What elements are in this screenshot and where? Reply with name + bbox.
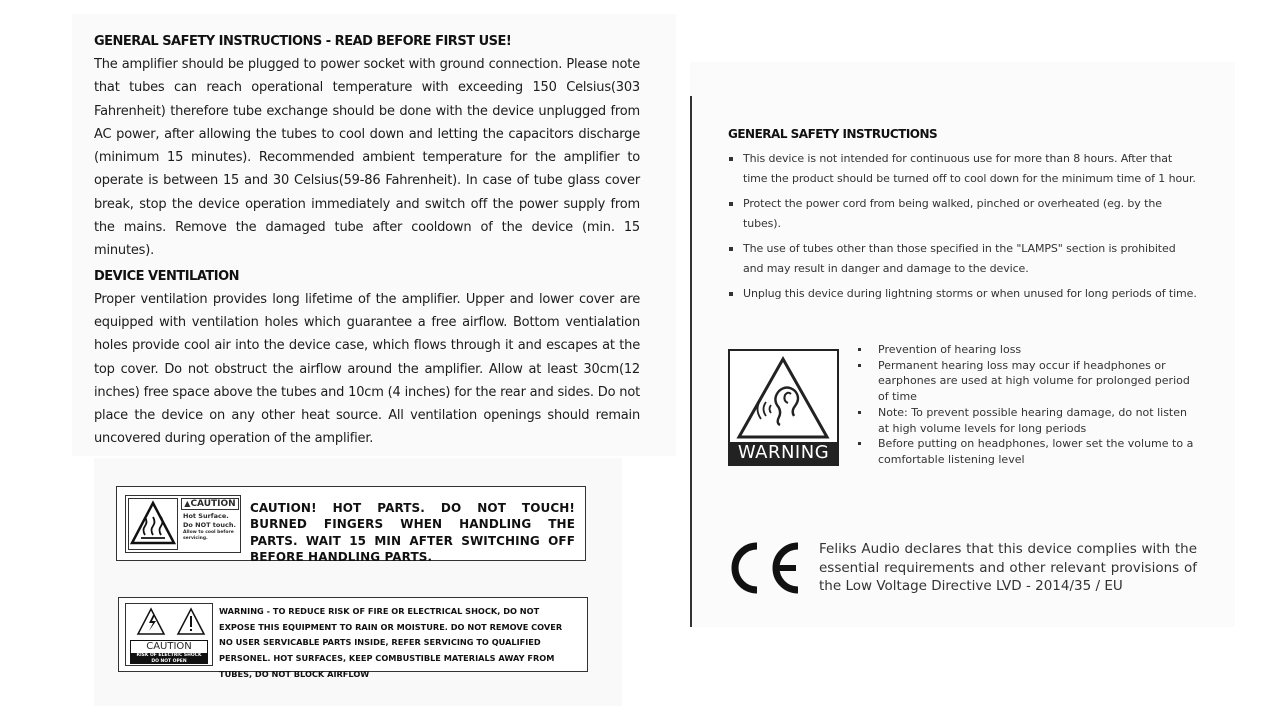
- general-safety-heading: GENERAL SAFETY INSTRUCTIONS - READ BEFORE FIRST USE!: [94, 34, 512, 49]
- electric-shock-caution-text: CAUTION: [146, 641, 192, 652]
- list-item: Before putting on headphones, lower set the volume to a comfortable listening level: [858, 436, 1198, 467]
- list-item: Unplug this device during lightning storms or when unused for long periods of time.: [728, 284, 1198, 304]
- page-divider: [690, 96, 692, 627]
- list-item: This device is not intended for continuous use for more than 8 hours. After that time the product should be turned off to cool down for the minimum time of 1 hour.: [728, 149, 1198, 189]
- electric-shock-subtext: [131, 653, 207, 664]
- caution-line-2: Do NOT touch.: [183, 521, 236, 529]
- caution-hot-parts-text: CAUTION! HOT PARTS. DO NOT TOUCH! BURNED FINGERS WHEN HANDLING THE PARTS. WAIT 15 MIN AFTER SWITCHING OFF BEFORE HANDLING PARTS.: [250, 501, 575, 564]
- warning-triangle-icon: ▲: [184, 499, 191, 508]
- electric-shock-caution-panel: [130, 640, 208, 664]
- electric-shock-sticker: [125, 603, 213, 666]
- ear-warning-icon: [736, 355, 831, 441]
- list-item: Protect the power cord from being walked, pinched or overheated (eg. by the tubes).: [728, 194, 1198, 234]
- caution-line-3: Allow to cool before servicing.: [183, 530, 234, 541]
- caution-line-1: Hot Surface.: [183, 512, 229, 520]
- right-safety-heading: GENERAL SAFETY INSTRUCTIONS: [728, 127, 938, 141]
- caution-sticker-text: [183, 512, 239, 541]
- hot-surface-icon-frame: [128, 498, 178, 550]
- caution-header-text: CAUTION: [190, 499, 236, 509]
- list-item: Note: To prevent possible hearing damage, do not listen at high volume levels for long periods: [858, 405, 1198, 436]
- hot-surface-icon: [129, 499, 177, 549]
- device-ventilation-paragraph: Proper ventilation provides long lifetime of the amplifier. Upper and lower cover are equipped with ventilation holes which guarantee a free airflow. Bottom ventialation holes provide cool air into the device case, which flows through it and escapes at the top cover. Do not obstruct the airflow around the amplifier. Allow at least 30cm(12 inches) free space above the tubes and 10cm (4 inches) for the rear and sides. Do not place the device on any other heat source. All ventilation openings should remain uncovered during operation of the amplifier.: [94, 291, 640, 447]
- electric-shock-sub-1: RISK OF ELECTRIC SHOCK: [136, 653, 202, 658]
- general-safety-paragraph: The amplifier should be plugged to power socket with ground connection. Please note that tubes can reach operational temperature with exceeding 150 Celsius(303 Fahrenheit) therefore tube exchange should be done with the device unplugged from AC power, after allowing the tubes to cool down and letting the capacitors discharge (minimum 15 minutes). Recommended ambient temperature for the amplifier to operate is between 15 and 30 Celsius(59-86 Fahrenheit). In case of tube glass cover break, stop the device operation immediately and switch off the power supply from the mains. Remove the damaged tube after cooldown of the device (min. 15 minutes).: [94, 57, 640, 259]
- ce-declaration-text: Feliks Audio declares that this device complies with the essential requirements and other relevant provisions of the Low Voltage Directive LVD - 2014/35 / EU: [819, 541, 1197, 594]
- list-item: The use of tubes other than those specified in the "LAMPS" section is prohibited and may result in danger and damage to the device.: [728, 239, 1198, 279]
- ce-mark-icon: [726, 540, 801, 596]
- electric-shock-sub-2: DO NOT OPEN: [151, 658, 187, 664]
- caution-header: [181, 498, 239, 510]
- safety-list: [728, 149, 1198, 304]
- list-item: Prevention of hearing loss: [858, 342, 1198, 358]
- electric-shock-warning-label: [118, 597, 588, 679]
- device-ventilation-heading: DEVICE VENTILATION: [94, 268, 240, 284]
- hot-surface-caution-label: [116, 486, 586, 564]
- caution-sticker: [125, 495, 241, 553]
- right-column: [728, 127, 1198, 309]
- list-item: Permanent hearing loss may occur if headphones or earphones are used at high volume for prolonged period of time: [858, 358, 1198, 405]
- electric-shock-icon: [136, 607, 206, 637]
- hearing-list: [858, 342, 1198, 468]
- electric-shock-warning-text: WARNING - TO REDUCE RISK OF FIRE OR ELECTRICAL SHOCK, DO NOT EXPOSE THIS EQUIPMENT TO RAIN OR MOISTURE. DO NOT REMOVE COVER NO USER SERVICABLE PARTS INSIDE, REFER SERVICING TO QUALIFIED PERSONEL. HOT SURFACES, KEEP COMBUSTIBLE MATERIALS AWAY FROM TUBES, DO NOT BLOCK AIRFLOW: [219, 606, 563, 679]
- hearing-warning-icon: [728, 349, 839, 466]
- warning-icon-label: WARNING: [730, 442, 837, 464]
- left-column: [94, 34, 640, 457]
